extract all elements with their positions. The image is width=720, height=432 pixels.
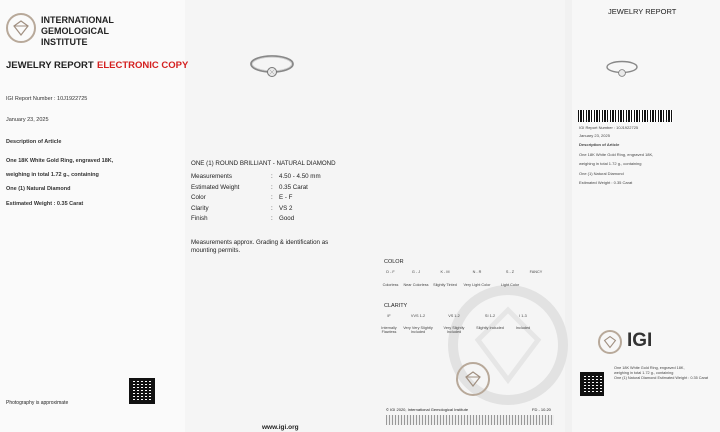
spec-row: Clarity : VS 2 [191,204,321,215]
color-grade: S - Z [505,270,515,274]
right-report-title: JEWELRY REPORT [608,7,677,16]
right-igi-seal [598,330,622,354]
color-grade: G - J [411,270,421,274]
clarity-desc: Internally Flawless [381,326,397,334]
clarity-desc-row [378,326,538,334]
color-grade: K - M [440,270,450,274]
right-desc-line1: One 18K White Gold Ring, engraved 18K, [579,152,654,157]
color-grade: FANCY [529,270,543,274]
center-seal [456,362,490,396]
institute-line3: INSTITUTE [41,37,88,47]
description-line4: Estimated Weight : 0.35 Carat [6,201,84,207]
clarity-grade: I 1-3 [519,314,527,318]
color-desc: Colorless [382,283,399,287]
copyright-text: © IGI 2020, International Gemological Institute [386,407,469,412]
color-desc: Near Colorless [403,283,429,287]
spec-value: 4.50 - 4.50 mm [279,173,321,180]
spec-row: Color : E - F [191,193,321,204]
report-title: JEWELRY REPORT [6,60,94,71]
institute-line1: INTERNATIONAL [41,15,114,25]
color-grade-row [380,270,547,274]
clarity-desc: Included [515,326,531,330]
color-desc: Light Color [500,283,520,287]
description-line1: One 18K White Gold Ring, engraved 18K, [6,158,114,164]
clarity-desc: Very Slightly Included [443,326,465,334]
clarity-grade: IF [387,314,391,318]
qr-code[interactable] [129,378,155,404]
spec-row: Finish : Good [191,214,321,225]
spec-label: Estimated Weight [191,183,240,191]
igi-seal-logo [6,13,36,43]
igi-wordmark: IGI [627,330,653,351]
form-code: FD - 10.20 [532,407,551,412]
right-footer-line1: One 18K White Gold Ring, engraved 18K, [614,366,685,370]
stone-heading: ONE (1) ROUND BRILLIANT - NATURAL DIAMOND [191,160,336,167]
measurement-note [191,239,328,255]
clarity-desc: Very Very Slightly Included [403,326,433,334]
note-line1: Measurements approx. Grading & identification as [191,239,329,246]
gemology-watermark [448,270,568,420]
color-desc: Very Light Color [463,283,491,287]
institute-line2: GEMOLOGICAL [41,26,109,36]
ring-photo [248,50,296,90]
clarity-grade: VVS 1-2 [410,314,426,318]
report-number: IGI Report Number : 10J1922725 [6,96,88,102]
electronic-copy-label: ELECTRONIC COPY [97,60,189,71]
clarity-grade: VS 1-2 [448,314,460,318]
description-line2: weighing in total 1.72 g., containing [6,172,99,178]
specs-table [191,172,321,225]
spec-label: Finish [191,215,208,222]
spec-label: Clarity [191,204,209,212]
color-grade: D - F [386,270,395,274]
website-link[interactable]: www.igi.org [262,424,299,431]
color-grade: N - R [472,270,482,274]
photo-note: Photography is approximate [6,400,69,406]
ring-thumbnail [604,57,640,85]
right-footer-text [614,366,708,381]
spec-row: Measurements : 4.50 - 4.50 mm [191,172,321,183]
report-date: January 23, 2025 [6,117,49,123]
security-strip [386,415,554,425]
color-desc-row [380,283,547,287]
spec-label: Measurements [191,173,232,180]
spec-value: Good [279,215,295,222]
color-desc [525,283,547,287]
right-qr-code[interactable] [580,372,604,396]
right-desc-line2: weighing in total 1.72 g., containing [579,161,642,166]
clarity-grade-row [378,314,538,318]
clarity-heading: CLARITY [384,303,408,309]
note-line2: mounting permits. [191,247,241,254]
institute-name [41,15,114,48]
right-footer-line2: weighing in total 1.72 g., containing [614,371,674,375]
spec-label: Color [191,194,206,201]
right-desc-line4: Estimated Weight : 0.35 Carat [579,180,633,185]
right-footer-line3: One (1) Natural Diamond Estimated Weight : 0.35 Carat [614,376,709,380]
spec-row: Estimated Weight : 0.35 Carat [191,183,321,194]
spec-value: E - F [279,194,293,201]
right-desc-line3: One (1) Natural Diamond [579,171,624,176]
color-desc: Slightly Tinted [433,283,457,287]
clarity-grade: SI 1-2 [484,314,496,318]
right-date: January 23, 2025 [579,133,610,138]
barcode [578,110,673,122]
spec-value: VS 2 [279,204,293,212]
description-heading: Description of Article [6,139,62,145]
right-report-number: IGI Report Number : 10J1922725 [579,125,639,130]
spec-value: 0.35 Carat [279,183,308,191]
right-desc-heading: Description of Article [579,142,620,147]
description-line3: One (1) Natural Diamond [6,186,71,192]
color-heading: COLOR [384,259,404,265]
clarity-desc: Slightly Included [476,326,504,330]
